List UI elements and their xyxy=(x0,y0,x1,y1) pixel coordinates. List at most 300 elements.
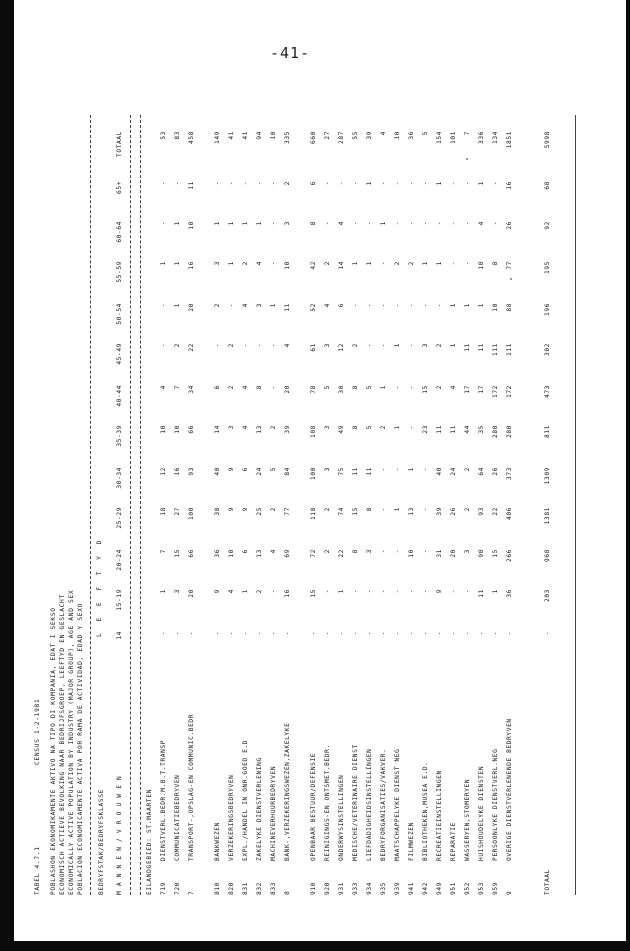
cell-65plus: 68 xyxy=(544,181,551,190)
cell-14: - xyxy=(380,631,387,636)
cell-35-39: 2 xyxy=(380,425,387,430)
cell-50-54: - xyxy=(228,303,235,308)
cell-20-24: 31 xyxy=(436,549,443,558)
cell-14: - xyxy=(214,631,221,636)
cell-25-29: 25 xyxy=(256,507,263,516)
row-label: BIBLIOTHEKEN,MUSEA E.D. xyxy=(422,761,429,861)
cell-40-44: 4 xyxy=(450,385,457,390)
cell-15-19: - xyxy=(352,589,359,594)
cell-totaal: 134 xyxy=(492,131,499,144)
cell-35-39: 66 xyxy=(188,425,195,434)
cell-20-24: 15 xyxy=(492,549,499,558)
cell-50-54: 6 xyxy=(338,303,345,308)
cell-14: - xyxy=(422,631,429,636)
cell-30-34: 100 xyxy=(310,467,317,480)
header-rule-top xyxy=(90,115,91,895)
cell-25-29: 118 xyxy=(310,507,317,520)
cell-30-34: 12 xyxy=(160,467,167,476)
cell-25-29: 18 xyxy=(160,507,167,516)
cell-45-49: 111 xyxy=(492,343,499,356)
table-row xyxy=(464,115,474,895)
row-label: TRANSPORT-,OPSLAG-EN COMMUNIC.BEDR xyxy=(188,713,195,861)
row-label: WASSERYEN,STOMERYEN xyxy=(464,778,471,861)
cell-30-34: 40 xyxy=(214,467,221,476)
row-label: MACHINEVERHUURBEDRYVEN xyxy=(270,765,277,861)
cell-totaal: 287 xyxy=(338,131,345,144)
cell-60-64: 3 xyxy=(284,221,291,226)
cell-55-59: 10 xyxy=(478,261,485,270)
cell-40-44: - xyxy=(394,385,401,390)
cell-50-54: 10 xyxy=(492,303,499,312)
cell-15-19: - xyxy=(366,589,373,594)
cell-35-39: 280 xyxy=(492,425,499,438)
cell-20-24: 20 xyxy=(450,549,457,558)
row-label: BANKWEZEN xyxy=(214,822,221,861)
cell-55-59: 3 xyxy=(214,261,221,266)
table-row xyxy=(256,115,266,895)
row-code: 935 xyxy=(380,882,387,895)
row-label: REINIGINGS-EN ONTSMET.BEDR. xyxy=(324,744,331,861)
column-header-age: L E E F T Y D xyxy=(96,536,103,637)
row-code: 719 xyxy=(160,882,167,895)
cell-45-49: - xyxy=(214,343,221,348)
title-spanish: POBLACION ECONOMICAMENTE ACTIVA POR RAMA DE ACTIVIDAD, EDAD Y SEXO xyxy=(77,602,84,895)
cell-45-49: - xyxy=(242,343,249,348)
cell-65plus: - xyxy=(352,181,359,186)
row-code: 941 xyxy=(408,882,415,895)
cell-15-19: 36 xyxy=(506,589,513,598)
cell-60-64: - xyxy=(492,221,499,226)
row-code: 942 xyxy=(422,882,429,895)
table-row xyxy=(214,115,224,895)
cell-60-64: - xyxy=(464,221,471,226)
table-row xyxy=(160,115,170,895)
cell-totaal: 10 xyxy=(394,131,401,140)
cell-40-44: 34 xyxy=(188,385,195,394)
cell-30-34: - xyxy=(394,467,401,472)
cell-totaal: 5 xyxy=(422,131,429,136)
cell-20-24: 4 xyxy=(270,549,277,554)
cell-20-24: 15 xyxy=(174,549,181,558)
cell-45-49: 2 xyxy=(228,343,235,348)
row-code: 939 xyxy=(394,882,401,895)
cell-50-54: - xyxy=(408,303,415,308)
cell-65plus: - xyxy=(464,181,471,186)
row-label: DIENSTVERL.BEDR.M.B.T.TRANSP xyxy=(160,739,167,861)
title-dutch: ECONOMISCH ACTIEVE BEVOLKING NAAR BEDRIJFSGROEP, LEEFTYD EN GESLACHT xyxy=(59,594,66,895)
cell-25-29: 93 xyxy=(478,507,485,516)
cell-55-59: 10 xyxy=(284,261,291,270)
rotated-table-page xyxy=(30,45,590,905)
cell-20-24: 10 xyxy=(228,549,235,558)
cell-14: - xyxy=(492,631,499,636)
row-label: REPARATIE xyxy=(450,822,457,861)
cell-60-64: 4 xyxy=(338,221,345,226)
cell-30-34: 9 xyxy=(228,467,235,472)
row-code: 831 xyxy=(242,882,249,895)
table-row xyxy=(352,115,362,895)
row-label: BEDRYFORGANISATIES/VAKVER. xyxy=(380,748,387,861)
row-code: 920 xyxy=(324,882,331,895)
cell-30-34: 6 xyxy=(242,467,249,472)
row-label: ZAKELYKE DIENSTVERLENING xyxy=(256,757,263,861)
cell-55-59: - xyxy=(464,261,471,266)
cell-60-64: 4 xyxy=(478,221,485,226)
cell-14: - xyxy=(506,631,513,636)
cell-65plus: - xyxy=(408,181,415,186)
row-label: ONDERWYSINSTELLINGEN xyxy=(338,774,345,861)
age-header-10: 60-64 xyxy=(116,221,123,243)
cell-30-34: 1 xyxy=(408,467,415,472)
cell-25-29: 2 xyxy=(464,507,471,512)
cell-45-49: 2 xyxy=(174,343,181,348)
cell-25-29: 2 xyxy=(324,507,331,512)
cell-55-59: 2 xyxy=(242,261,249,266)
cell-40-44: 2 xyxy=(228,385,235,390)
title-english: ECONOMICALLY ACTIVE POPULATION BY INDUSTRY (MAJOR GROUP), AGE AND SEX xyxy=(68,589,75,895)
cell-60-64: 10 xyxy=(188,221,195,230)
cell-45-49: - xyxy=(270,343,277,348)
cell-35-39: 3 xyxy=(324,425,331,430)
cell-25-29: 39 xyxy=(436,507,443,516)
cell-60-64: 1 xyxy=(214,221,221,226)
cell-25-29: - xyxy=(380,507,387,512)
table-row xyxy=(408,115,418,895)
cell-14: - xyxy=(352,631,359,636)
cell-14: - xyxy=(310,631,317,636)
cell-14: - xyxy=(270,631,277,636)
cell-65plus: 1 xyxy=(436,181,443,186)
row-code: 720 xyxy=(174,882,181,895)
cell-30-34: 24 xyxy=(256,467,263,476)
cell-40-44: 17 xyxy=(464,385,471,394)
cell-55-59: - xyxy=(450,261,457,266)
cell-totaal: 83 xyxy=(174,131,181,140)
cell-60-64: 1 xyxy=(228,221,235,226)
row-code: 959 xyxy=(492,882,499,895)
cell-50-54: 1 xyxy=(478,303,485,308)
cell-40-44: 15 xyxy=(422,385,429,394)
row-code: 951 xyxy=(450,882,457,895)
cell-40-44: 473 xyxy=(544,385,551,398)
cell-totaal: 39 xyxy=(366,131,373,140)
cell-50-54: 196 xyxy=(544,303,551,316)
cell-20-24: 3 xyxy=(464,549,471,554)
cell-55-59: 1 xyxy=(174,261,181,266)
row-label: VERZEKERINGSBEDRYVEN xyxy=(228,774,235,861)
cell-50-54: 1 xyxy=(270,303,277,308)
cell-55-59: - xyxy=(380,261,387,266)
cell-50-54: 4 xyxy=(242,303,249,308)
cell-50-54: - xyxy=(352,303,359,308)
cell-40-44: 30 xyxy=(338,385,345,394)
cell-30-34: 1309 xyxy=(544,467,551,485)
row-code: TOTAAL xyxy=(544,869,551,895)
cell-totaal: 94 xyxy=(256,131,263,140)
cell-65plus: - xyxy=(270,181,277,186)
cell-60-64: 1 xyxy=(174,221,181,226)
cell-30-34: 5 xyxy=(270,467,277,472)
table-row xyxy=(228,115,238,895)
cell-totaal: 149 xyxy=(214,131,221,144)
cell-35-39: - xyxy=(408,425,415,430)
cell-30-34: 373 xyxy=(506,467,513,480)
age-header-6: 40-44 xyxy=(116,385,123,407)
cell-14: - xyxy=(408,631,415,636)
cell-20-24: 968 xyxy=(544,549,551,562)
cell-20-24: - xyxy=(422,549,429,554)
cell-20-24: 69 xyxy=(284,549,291,558)
cell-65plus: 1 xyxy=(366,181,373,186)
cell-45-49: 61 xyxy=(310,343,317,352)
cell-50-54: 4 xyxy=(324,303,331,308)
table-row xyxy=(174,115,184,895)
cell-40-44: - xyxy=(408,385,415,390)
cell-65plus: - xyxy=(324,181,331,186)
table-row xyxy=(478,115,488,895)
cell-totaal: 660 xyxy=(310,131,317,144)
cell-35-39: 4 xyxy=(242,425,249,430)
cell-25-29: 77 xyxy=(284,507,291,516)
cell-14: - xyxy=(338,631,345,636)
cell-14: - xyxy=(228,631,235,636)
cell-15-19: 11 xyxy=(478,589,485,598)
column-header-sex: M A N N E N / V R O U W E N xyxy=(116,775,123,895)
cell-45-49: 22 xyxy=(188,343,195,352)
cell-60-64: - xyxy=(436,221,443,226)
row-code: 952 xyxy=(464,882,471,895)
cell-totaal: 41 xyxy=(228,131,235,140)
cell-55-59: 1 xyxy=(366,261,373,266)
cell-65plus: 11 xyxy=(188,181,195,190)
cell-totaal: 10 xyxy=(270,131,277,140)
cell-25-29: 26 xyxy=(450,507,457,516)
cell-50-54: 88 xyxy=(506,303,513,312)
cell-45-49: 3 xyxy=(422,343,429,348)
row-code: 949 xyxy=(436,882,443,895)
cell-45-49: 4 xyxy=(284,343,291,348)
cell-35-39: 108 xyxy=(310,425,317,438)
cell-45-49: 11 xyxy=(464,343,471,352)
cell-totaal: 55 xyxy=(352,131,359,140)
cell-40-44: 7 xyxy=(174,385,181,390)
cell-25-29: 406 xyxy=(506,507,513,520)
cell-35-39: 13 xyxy=(256,425,263,434)
table-rule-bottom xyxy=(575,115,576,895)
cell-25-29: 13 xyxy=(408,507,415,516)
scan-speck xyxy=(510,278,512,280)
table-row xyxy=(242,115,252,895)
cell-55-59: 1 xyxy=(160,261,167,266)
cell-40-44: 172 xyxy=(506,385,513,398)
cell-20-24: 22 xyxy=(338,549,345,558)
cell-25-29: 1 xyxy=(394,507,401,512)
cell-20-24: 266 xyxy=(506,549,513,562)
cell-14: - xyxy=(464,631,471,636)
cell-65plus: - xyxy=(174,181,181,186)
cell-65plus: - xyxy=(242,181,249,186)
cell-35-39: 11 xyxy=(450,425,457,434)
cell-60-64: 26 xyxy=(506,221,513,230)
row-code: 7 xyxy=(188,890,195,895)
cell-30-34: 11 xyxy=(352,467,359,476)
cell-35-39: 1 xyxy=(394,425,401,430)
table-row xyxy=(492,115,502,895)
cell-50-54: - xyxy=(394,303,401,308)
cell-40-44: 2 xyxy=(436,385,443,390)
cell-15-19: - xyxy=(324,589,331,594)
cell-50-54: - xyxy=(160,303,167,308)
cell-25-29: - xyxy=(422,507,429,512)
cell-35-39: 3 xyxy=(228,425,235,430)
cell-35-39: 10 xyxy=(160,425,167,434)
cell-totaal: 335 xyxy=(284,131,291,144)
cell-45-49: - xyxy=(256,343,263,348)
cell-20-24: 2 xyxy=(324,549,331,554)
page-number: -41- xyxy=(270,44,311,62)
table-row xyxy=(188,115,198,895)
row-code: 953 xyxy=(478,882,485,895)
cell-65plus: - xyxy=(214,181,221,186)
age-header-2: 20-24 xyxy=(116,549,123,571)
cell-65plus: - xyxy=(450,181,457,186)
cell-30-34: 11 xyxy=(366,467,373,476)
row-label: EXPL./HANDEL IN ONR.GOED E.D xyxy=(242,739,249,861)
title-papiamentu: POBLASHON EKONOMIKAMENTE AKTIVO NA TIPO DI KOMPANIA, EDAT I SEKSO xyxy=(50,607,57,895)
cell-60-64: - xyxy=(324,221,331,226)
cell-55-59: 14 xyxy=(338,261,345,270)
cell-55-59: 1 xyxy=(352,261,359,266)
cell-60-64: 8 xyxy=(310,221,317,226)
cell-30-34: 40 xyxy=(436,467,443,476)
cell-25-29: 100 xyxy=(188,507,195,520)
cell-totaal: 5998 xyxy=(544,131,551,149)
cell-55-59: 8 xyxy=(492,261,499,266)
cell-15-19: 1 xyxy=(160,589,167,594)
cell-15-19: 4 xyxy=(228,589,235,594)
cell-60-64: - xyxy=(394,221,401,226)
cell-65plus: - xyxy=(492,181,499,186)
cell-20-24: - xyxy=(380,549,387,554)
cell-totaal: 27 xyxy=(324,131,331,140)
cell-30-34: 26 xyxy=(492,467,499,476)
cell-55-59: 1 xyxy=(436,261,443,266)
header-rule-mid2 xyxy=(140,115,141,895)
row-label: HUISHOUDELYKE DIENSTEN xyxy=(478,765,485,861)
row-label: MEDISCHE/VETERINAIRE DIENST xyxy=(352,744,359,861)
table-row xyxy=(450,115,460,895)
cell-50-54: 1 xyxy=(464,303,471,308)
cell-14: - xyxy=(284,631,291,636)
cell-15-19: 20 xyxy=(188,589,195,598)
age-header-4: 30-34 xyxy=(116,467,123,489)
cell-45-49: 12 xyxy=(338,343,345,352)
cell-45-49: - xyxy=(408,343,415,348)
cell-65plus: - xyxy=(380,181,387,186)
cell-65plus: - xyxy=(256,181,263,186)
cell-65plus: - xyxy=(422,181,429,186)
cell-totaal: 7 xyxy=(464,131,471,136)
column-header-industry: BEDRYFSTAK/BEDRYFSKLASSE xyxy=(98,788,105,895)
cell-35-39: 811 xyxy=(544,425,551,438)
cell-25-29: 74 xyxy=(338,507,345,516)
header-rule-mid xyxy=(130,115,131,895)
table-row xyxy=(422,115,432,895)
cell-35-39: 35 xyxy=(478,425,485,434)
age-header-1: 15-19 xyxy=(116,589,123,611)
cell-45-49: - xyxy=(366,343,373,348)
cell-55-59: 2 xyxy=(408,261,415,266)
table-row xyxy=(506,115,516,895)
cell-55-59: 16 xyxy=(188,261,195,270)
cell-14: - xyxy=(478,631,485,636)
table-row xyxy=(338,115,348,895)
age-header-7: 45-49 xyxy=(116,343,123,365)
cell-60-64: - xyxy=(352,221,359,226)
table-row xyxy=(544,115,554,895)
cell-65plus: 6 xyxy=(310,181,317,186)
age-header-5: 35-39 xyxy=(116,425,123,447)
cell-25-29: 1381 xyxy=(544,507,551,525)
cell-40-44: 1 xyxy=(380,385,387,390)
cell-50-54: - xyxy=(422,303,429,308)
cell-55-59: 1 xyxy=(228,261,235,266)
cell-50-54: 11 xyxy=(284,303,291,312)
age-header-11: 65+ xyxy=(116,181,123,194)
cell-14: - xyxy=(188,631,195,636)
cell-20-24: - xyxy=(394,549,401,554)
cell-15-19: 2 xyxy=(256,589,263,594)
cell-50-54: 52 xyxy=(310,303,317,312)
cell-14: - xyxy=(174,631,181,636)
cell-20-24: 10 xyxy=(408,549,415,558)
cell-45-49: 302 xyxy=(544,343,551,356)
age-header-12: TOTAAL xyxy=(116,131,123,157)
cell-totaal: 36 xyxy=(408,131,415,140)
cell-50-54: 3 xyxy=(256,303,263,308)
cell-40-44: 5 xyxy=(324,385,331,390)
cell-15-19: - xyxy=(408,589,415,594)
age-header-0: 14 xyxy=(116,631,123,640)
cell-15-19: 3 xyxy=(174,589,181,594)
cell-15-19: - xyxy=(270,589,277,594)
cell-45-49: - xyxy=(380,343,387,348)
cell-30-34: 3 xyxy=(324,467,331,472)
cell-60-64: - xyxy=(270,221,277,226)
cell-65plus: - xyxy=(160,181,167,186)
cell-30-34: 75 xyxy=(338,467,345,476)
cell-55-59: 42 xyxy=(310,261,317,270)
cell-20-24: 66 xyxy=(188,549,195,558)
cell-60-64: - xyxy=(366,221,373,226)
cell-35-39: 11 xyxy=(436,425,443,434)
cell-15-19: - xyxy=(380,589,387,594)
cell-45-49: 1 xyxy=(394,343,401,348)
cell-25-29: 22 xyxy=(492,507,499,516)
scan-speck xyxy=(466,158,468,160)
cell-40-44: 6 xyxy=(214,385,221,390)
row-label: COMMUNICATIEBEDRYVEN xyxy=(174,774,181,861)
cell-14: - xyxy=(450,631,457,636)
cell-15-19: - xyxy=(422,589,429,594)
table-row xyxy=(394,115,404,895)
row-label: BANK-,VERZEKERINGSWEZEN,ZAKELYKE xyxy=(284,722,291,861)
cell-55-59: 77 xyxy=(506,261,513,270)
row-label: OPENBAAR BESTUUR/DEFENSIE xyxy=(310,752,317,861)
row-code: 833 xyxy=(270,882,277,895)
cell-50-54: - xyxy=(380,303,387,308)
cell-40-44: 17 xyxy=(478,385,485,394)
